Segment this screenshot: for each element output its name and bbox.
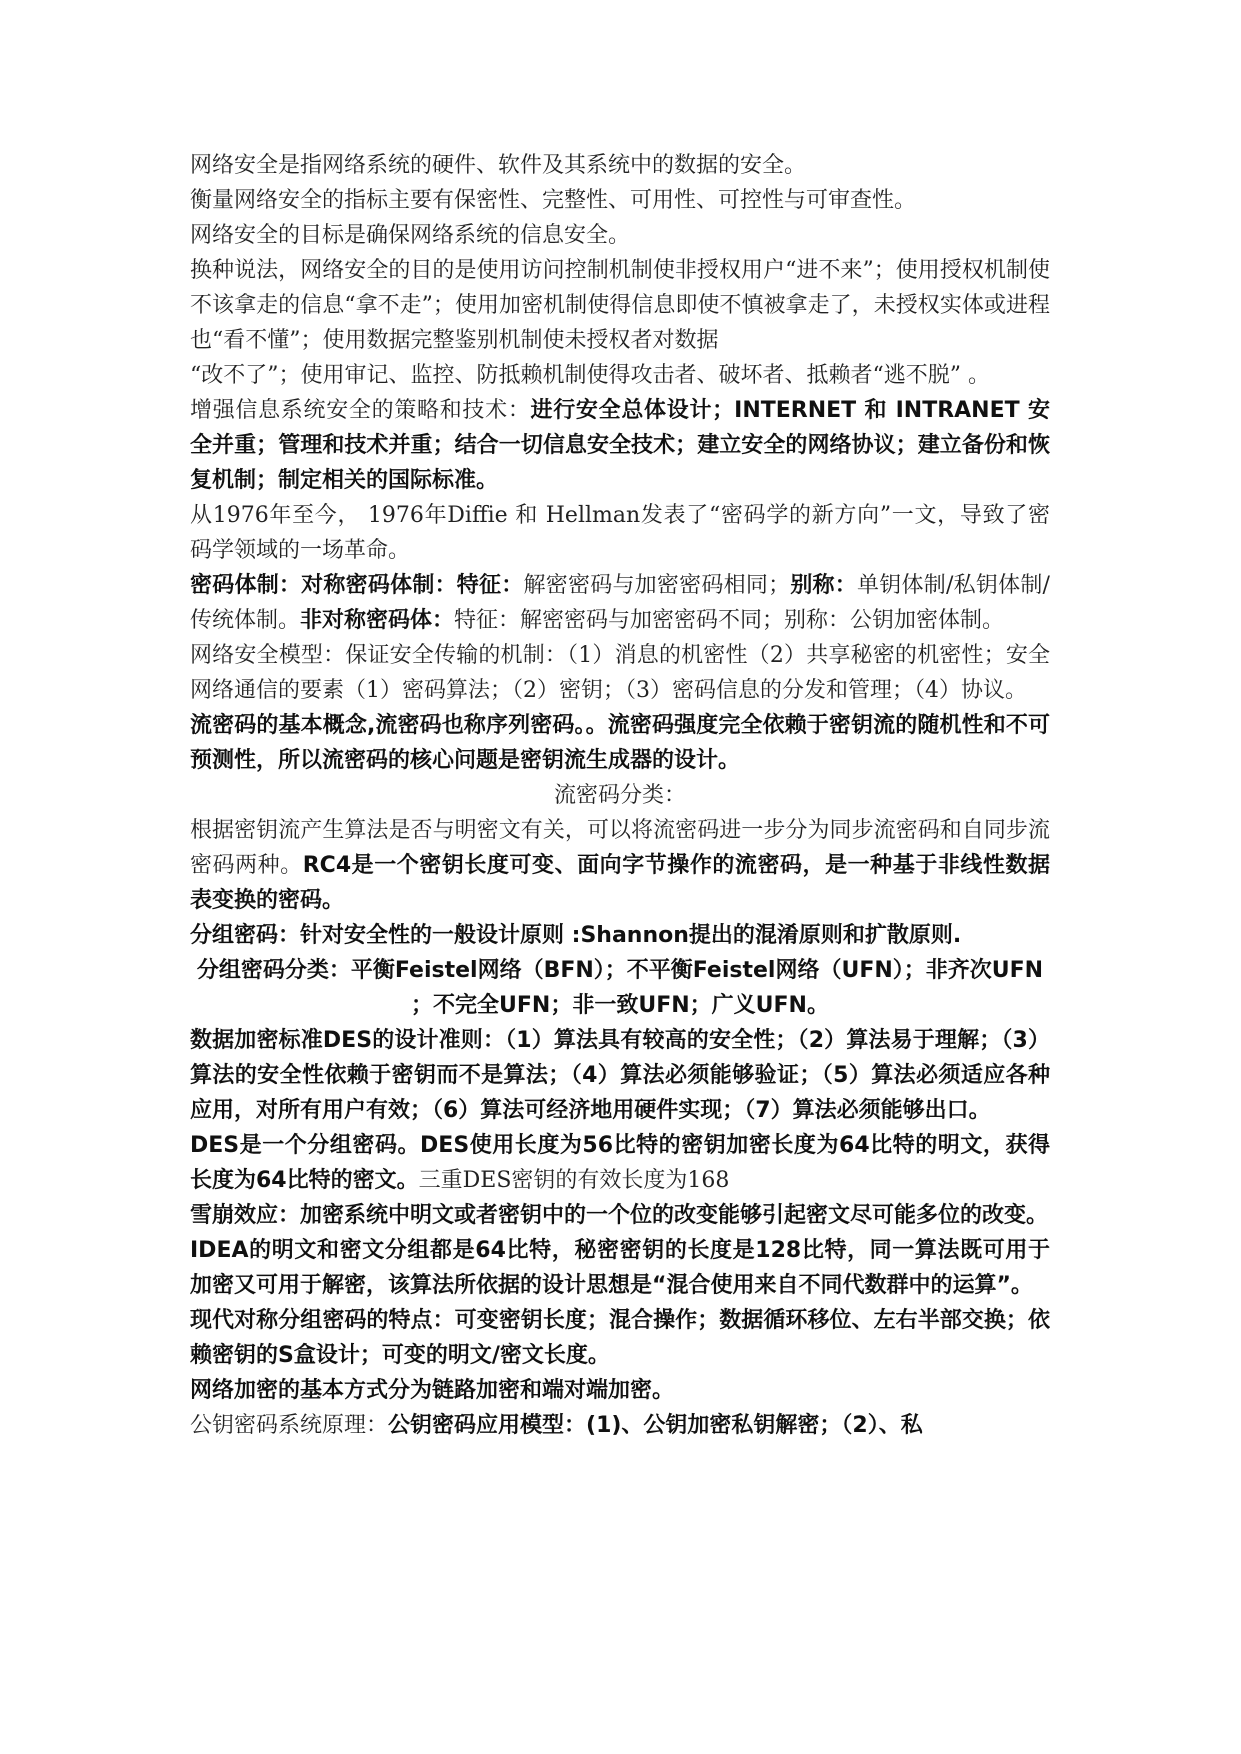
paragraph-stream-cipher-concept: 流密码的基本概念,流密码也称序列密码。。流密码强度完全依赖于密钥流的随机性和不可预测性，所以流密码的核心问题是密钥流生成器的设计。 xyxy=(190,713,1050,773)
paragraph-cipher-systems xyxy=(190,568,1050,638)
symmetric-feature: 解密密码与加密密码相同； xyxy=(523,573,791,598)
paragraph-security-goal: 网络安全的目标是确保网络系统的信息安全。 xyxy=(190,223,631,248)
paragraph-security-purpose: 换种说法，网络安全的目的是使用访问控制机制使非授权用户“进不来”；使用授权机制使不该拿走的信息“拿不走”；使用加密机制使得信息即使不慎被拿走了，未授权实体或进程也“看不懂”；使用数据完整鉴别机制使未授权者对数据 xyxy=(190,258,1050,353)
paragraph-network-security-definition: 网络安全是指网络系统的硬件、软件及其系统中的数据的安全。 xyxy=(190,153,807,178)
paragraph-stream-cipher-types xyxy=(190,813,1050,918)
asymmetric-label: 非对称密码体： xyxy=(300,608,455,633)
paragraph-cryptography-history: 从1976年至今， 1976年Diffie 和 Hellman发表了“密码学的新方向”一文，导致了密码学领域的一场革命。 xyxy=(190,503,1050,563)
paragraph-network-encryption: 网络加密的基本方式分为链路加密和端对端加密。 xyxy=(190,1378,675,1403)
asymmetric-desc: 特征：解密密码与加密密码不同；别称：公钥加密体制。 xyxy=(454,608,1005,633)
public-key-lead: 公钥密码系统原理： xyxy=(190,1413,389,1438)
paragraph-security-model: 网络安全模型：保证安全传输的机制：（1）消息的机密性（2）共享秘密的机密性；安全网络通信的要素（1）密码算法；（2）密钥；（3）密码信息的分发和管理；（4）协议。 xyxy=(190,643,1050,703)
paragraph-security-metrics: 衡量网络安全的指标主要有保密性、完整性、可用性、可控性与可审查性。 xyxy=(190,188,917,213)
paragraph-des xyxy=(190,1128,1050,1198)
rc4-description: RC4是一个密钥长度可变、面向字节操作的流密码，是一种基于非线性数据表变换的密码。 xyxy=(190,853,1050,913)
paragraph-stream-cipher-classification: 流密码分类： xyxy=(553,783,686,808)
symmetric-alias: 单钥体制/私钥体制/传统体制。 xyxy=(190,573,1050,633)
paragraph-public-key-principle xyxy=(190,1408,1050,1443)
des-description: DES是一个分组密码。DES使用长度为56比特的密钥加密长度为64比特的明文，获得长度为64比特的密文。 xyxy=(190,1133,1050,1193)
cipher-systems-label: 密码体制：对称密码体制：特征： xyxy=(190,573,524,598)
paragraph-des-design-criteria: 数据加密标准DES的设计准则：（1）算法具有较高的安全性；（2）算法易于理解；（3）算法的安全性依赖于密钥而不是算法；（4）算法必须能够验证；（5）算法必须适应各种应用，对所有用户有效；（6）算法可经济地用硬件实现；（7）算法必须能够出口。 xyxy=(190,1028,1050,1123)
paragraph-security-purpose-cont: “改不了”；使用审记、监控、防抵赖机制使得攻击者、破坏者、抵赖者“逃不脱” 。 xyxy=(190,363,990,388)
symmetric-alias-label: 别称： xyxy=(790,573,858,598)
strategy-lead: 增强信息系统安全的策略和技术： xyxy=(190,398,531,423)
paragraph-block-cipher-principles: 分组密码：针对安全性的一般设计原则 :Shannon提出的混淆原则和扩散原则. xyxy=(190,923,962,948)
stream-cipher-types-text: 根据密钥流产生算法是否与明密文有关，可以将流密码进一步分为同步流密码和自同步流密码两种。 xyxy=(190,818,1050,878)
public-key-models: 公钥密码应用模型：(1)、公钥加密私钥解密；（2）、私 xyxy=(388,1413,923,1438)
triple-des-key-length: 三重DES密钥的有效长度为168 xyxy=(418,1168,730,1193)
paragraph-modern-block-cipher: 现代对称分组密码的特点：可变密钥长度；混合操作；数据循环移位、左右半部交换；依赖密钥的S盒设计；可变的明文/密文长度。 xyxy=(190,1308,1050,1368)
paragraph-avalanche-effect: 雪崩效应：加密系统中明文或者密钥中的一个位的改变能够引起密文尽可能多位的改变。 xyxy=(190,1203,1049,1228)
paragraph-block-cipher-classification: 分组密码分类：平衡Feistel网络（BFN）；不平衡Feistel网络（UFN）；非齐次UFN ；不完全UFN；非一致UFN；广义UFN。 xyxy=(196,958,1044,1018)
document-page xyxy=(190,148,1050,1443)
paragraph-idea: IDEA的明文和密文分组都是64比特，秘密密钥的长度是128比特，同一算法既可用于加密又可用于解密，该算法所依据的设计思想是“混合使用来自不同代数群中的运算”。 xyxy=(190,1238,1050,1298)
strategy-items: 进行安全总体设计；INTERNET 和 INTRANET 安全并重；管理和技术并重；结合一切信息安全技术；建立安全的网络协议；建立备份和恢复机制；制定相关的国际标准。 xyxy=(190,398,1050,493)
paragraph-security-strategy xyxy=(190,393,1050,498)
